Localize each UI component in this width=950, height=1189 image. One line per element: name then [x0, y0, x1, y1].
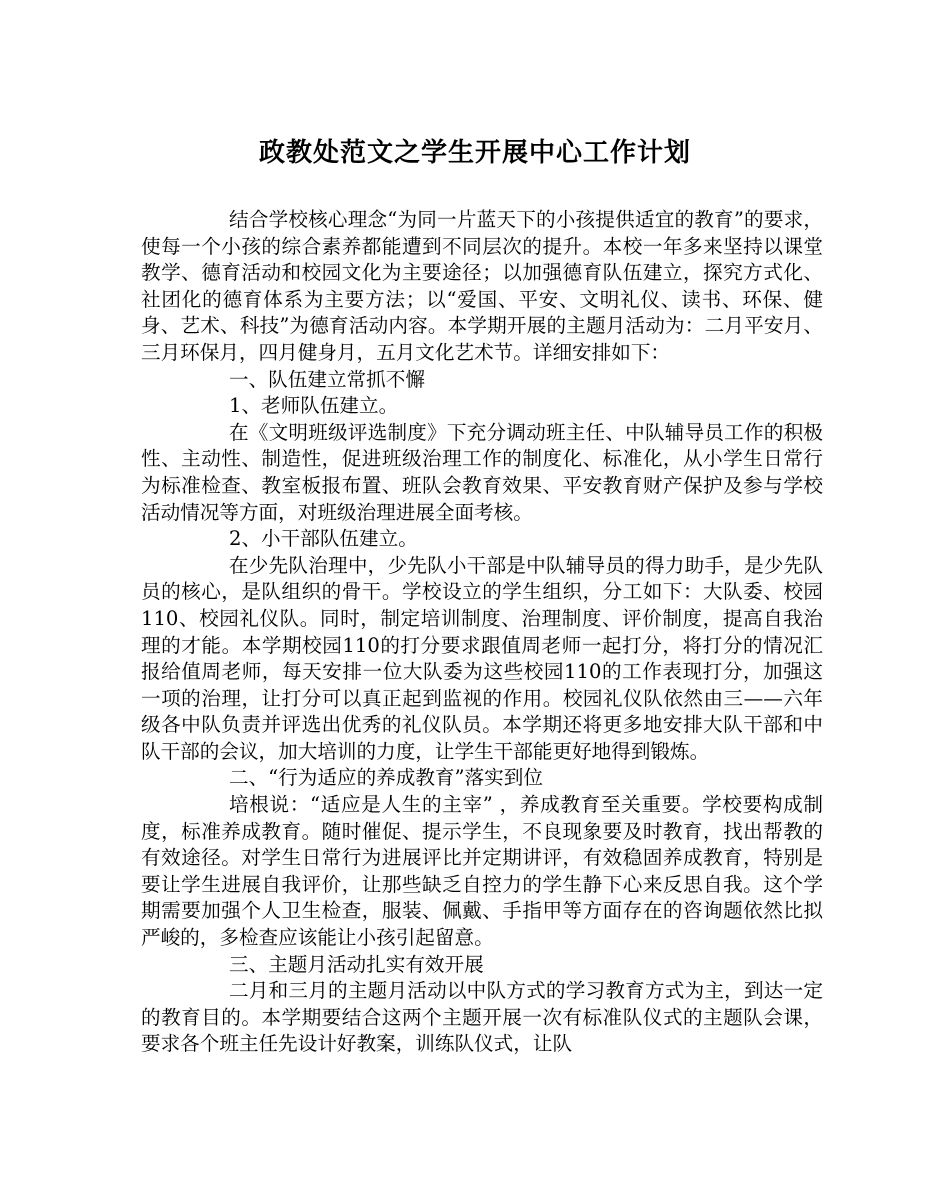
paragraph-habit-education: 培根说：“适应是人生的主宰” ，养成教育至关重要。学校要构成制度，标准养成教育。随时催促、提示学生，不良现象要及时教育，找出帮教的有效途径。对学生日常行为进展评比并定期讲评，有效稳固养成教育，特别是要让学生进展自我评价，让那些缺乏自控力的学生静下心来反思自我。这个学期需要加强个人卫生检查，服装、佩戴、手指甲等方面存在的咨询题依然比拟严峻的，多检查应该能让小孩引起留意。: [141, 793, 823, 950]
paragraph-student-cadres: 在少先队治理中，少先队小干部是中队辅导员的得力助手，是少先队员的核心，是队组织的骨干。学校设立的学生组织，分工如下：大队委、校园110、校园礼仪队。同时，制定培训制度、治理制度、评价制度，提高自我治理的才能。本学期校园110的打分要求跟值周老师一起打分，将打分的情况汇报给值周老师，每天安排一位大队委为这些校园110的工作表现打分，加强这一项的治理，让打分可以真正起到监视的作用。校园礼仪队依然由三——六年级各中队负责并评选出优秀的礼仪队员。本学期还将更多地安排大队干部和中队干部的会议，加大培训的力度，让学生干部能更好地得到锻炼。: [141, 553, 823, 763]
document-title: 政教处范文之学生开展中心工作计划: [258, 138, 691, 168]
subsection-heading-1-2: 2、小干部队伍建立。: [229, 527, 418, 551]
subsection-heading-1-1: 1、老师队伍建立。: [229, 394, 399, 418]
section-heading-3: 三、主题月活动扎实有效开展: [229, 952, 484, 976]
document-body: [141, 207, 823, 1058]
paragraph-theme-month: 二月和三月的主题月活动以中队方式的学习教育方式为主，到达一定的教育目的。本学期要结合这两个主题开展一次有标准队仪式的主题队会课，要求各个班主任先设计好教案，训练队仪式，让队: [141, 979, 823, 1056]
section-heading-1: 一、队伍建立常抓不懈: [229, 367, 425, 391]
paragraph-intro: 结合学校核心理念“为同一片蓝天下的小孩提供适宜的教育”的要求，使每一个小孩的综合素养都能遭到不同层次的提升。本校一年多来坚持以课堂教学、德育活动和校园文化为主要途径；以加强德育队伍建立，探究方式化、社团化的德育体系为主要方法；以“爱国、平安、文明礼仪、读书、环保、健身、艺术、科技”为德育活动内容。本学期开展的主题月活动为：二月平安月、三月环保月，四月健身月，五月文化艺术节。详细安排如下：: [141, 208, 823, 364]
paragraph-teacher-team: 在《文明班级评选制度》下充分调动班主任、中队辅导员工作的积极性、主动性、制造性，促进班级治理工作的制度化、标准化，从小学生日常行为标准检查、教室板报布置、班队会教育效果、平安教育财产保护及参与学校活动情况等方面，对班级治理进展全面考核。: [141, 420, 823, 524]
section-heading-2: 二、“行为适应的养成教育”落实到位: [229, 766, 543, 790]
